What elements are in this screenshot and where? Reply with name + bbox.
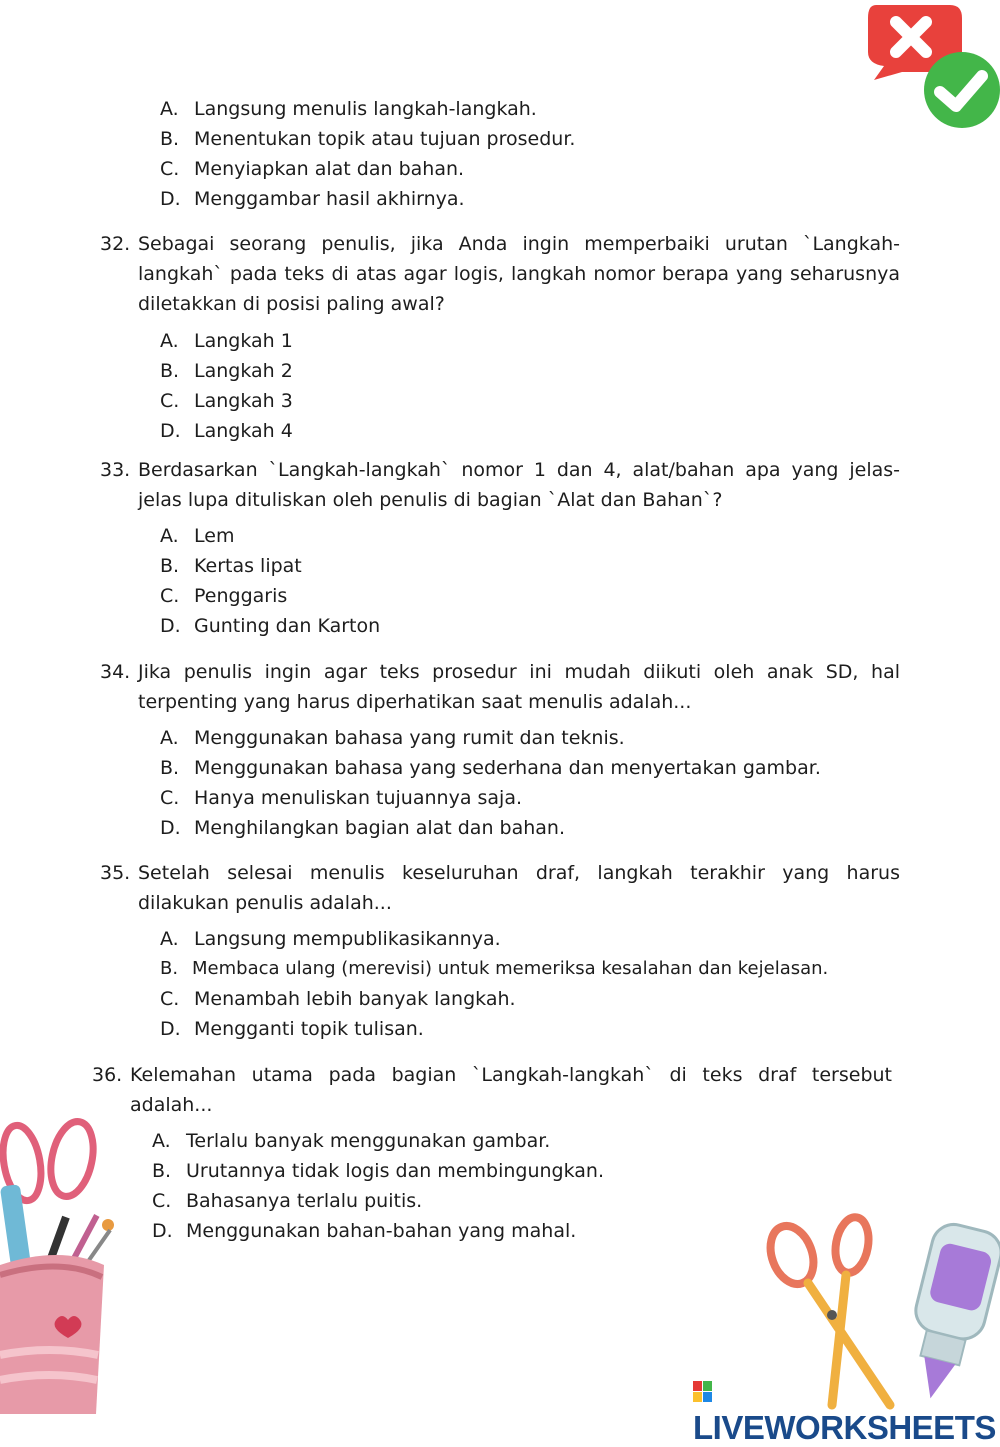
q34-number: 34. (100, 661, 131, 683)
q36-option-d[interactable] (152, 1216, 576, 1246)
option-text: Gunting dan Karton (194, 615, 381, 637)
pencil-cup-icon (0, 1115, 135, 1414)
wrong-right-badge-icon (862, 0, 1000, 135)
option-text: Menyiapkan alat dan bahan. (194, 158, 465, 180)
option-letter: D. (160, 817, 181, 839)
option-letter: D. (160, 615, 181, 637)
option-text: Menggunakan bahan-bahan yang mahal. (186, 1220, 577, 1242)
option-text: Langkah 2 (194, 360, 293, 382)
q33-option-d[interactable] (160, 611, 380, 641)
q36-number: 36. (92, 1064, 123, 1086)
option-text: Kertas lipat (194, 555, 302, 577)
q31-option-a[interactable] (160, 94, 537, 124)
option-letter: C. (160, 585, 180, 607)
option-text: Mengganti topik tulisan. (194, 1018, 424, 1040)
option-text: Penggaris (194, 585, 288, 607)
option-text: Menambah lebih banyak langkah. (194, 988, 516, 1010)
q32-option-b[interactable] (160, 356, 293, 386)
q32-text: Sebagai seorang penulis, jika Anda ingin memperbaiki urutan `Langkah-langkah` pada teks di atas agar logis, langkah nomor berapa yang seharusnya diletakkan di posisi paling awal? (138, 233, 900, 315)
option-letter: A. (160, 330, 179, 352)
option-text: Langkah 3 (194, 390, 293, 412)
logo-blocks-icon (693, 1381, 713, 1403)
option-text: Menggunakan bahasa yang rumit dan teknis. (194, 727, 625, 749)
q34-option-a[interactable] (160, 723, 625, 753)
liveworksheets-logo (693, 1371, 1000, 1447)
option-letter: D. (160, 188, 181, 210)
option-text: Langsung mempublikasikannya. (194, 928, 501, 950)
option-letter: C. (160, 158, 180, 180)
option-text: Lem (194, 525, 235, 547)
option-letter: C. (160, 988, 180, 1010)
option-letter: A. (160, 98, 179, 120)
q34-option-d[interactable] (160, 813, 565, 843)
q31-option-c[interactable] (160, 154, 464, 184)
option-text: Membaca ulang (merevisi) untuk memeriksa kesalahan dan kejelasan. (192, 958, 829, 979)
q35-option-b[interactable] (160, 954, 828, 984)
option-letter: B. (160, 958, 179, 979)
q36-option-c[interactable] (152, 1186, 422, 1216)
option-text: Menggunakan bahasa yang sederhana dan menyertakan gambar. (194, 757, 821, 779)
option-letter: A. (160, 928, 179, 950)
q36-option-a[interactable] (152, 1126, 550, 1156)
q35-text: Setelah selesai menulis keseluruhan draf, langkah terakhir yang harus dilakukan penulis adalah... (138, 862, 900, 914)
q36-option-b[interactable] (152, 1156, 604, 1186)
option-letter: B. (152, 1160, 172, 1182)
q31-option-b[interactable] (160, 124, 575, 154)
option-text: Menghilangkan bagian alat dan bahan. (194, 817, 566, 839)
q36-text: Kelemahan utama pada bagian `Langkah-langkah` di teks draf tersebut adalah... (130, 1064, 892, 1116)
option-text: Menentukan topik atau tujuan prosedur. (194, 128, 576, 150)
q32-option-a[interactable] (160, 326, 293, 356)
q33-number: 33. (100, 459, 131, 481)
option-text: Langsung menulis langkah-langkah. (194, 98, 537, 120)
option-text: Urutannya tidak logis dan membingungkan. (186, 1160, 604, 1182)
option-letter: D. (152, 1220, 173, 1242)
q32-option-d[interactable] (160, 416, 293, 446)
option-letter: D. (160, 420, 181, 442)
q32-option-c[interactable] (160, 386, 293, 416)
q35-option-c[interactable] (160, 984, 516, 1014)
q35-option-a[interactable] (160, 924, 501, 954)
q34-text: Jika penulis ingin agar teks prosedur ini mudah diikuti oleh anak SD, hal terpenting yang harus diperhatikan saat menulis adalah... (138, 661, 900, 713)
option-letter: B. (160, 757, 180, 779)
option-letter: C. (160, 390, 180, 412)
option-text: Langkah 1 (194, 330, 293, 352)
option-text: Terlalu banyak menggunakan gambar. (186, 1130, 551, 1152)
option-text: Langkah 4 (194, 420, 293, 442)
q33-text: Berdasarkan `Langkah-langkah` nomor 1 dan 4, alat/bahan apa yang jelas-jelas lupa dituliskan oleh penulis di bagian `Alat dan Bahan`? (138, 459, 900, 511)
q34-option-c[interactable] (160, 783, 522, 813)
q32-number: 32. (100, 233, 131, 255)
q33-option-b[interactable] (160, 551, 302, 581)
option-letter: C. (152, 1190, 172, 1212)
option-letter: A. (160, 727, 179, 749)
q33-option-a[interactable] (160, 521, 234, 551)
q33-option-c[interactable] (160, 581, 287, 611)
q35-number: 35. (100, 862, 131, 884)
option-letter: B. (160, 555, 180, 577)
option-text: Menggambar hasil akhirnya. (194, 188, 465, 210)
option-letter: B. (160, 128, 180, 150)
option-text: Hanya menuliskan tujuannya saja. (194, 787, 523, 809)
option-text: Bahasanya terlalu puitis. (186, 1190, 423, 1212)
brand-name: LIVEWORKSHEETS (693, 1409, 996, 1446)
option-letter: A. (160, 525, 179, 547)
q35-option-d[interactable] (160, 1014, 424, 1044)
option-letter: A. (152, 1130, 171, 1152)
option-letter: D. (160, 1018, 181, 1040)
option-letter: B. (160, 360, 180, 382)
q31-option-d[interactable] (160, 184, 465, 214)
q34-option-b[interactable] (160, 753, 821, 783)
option-letter: C. (160, 787, 180, 809)
